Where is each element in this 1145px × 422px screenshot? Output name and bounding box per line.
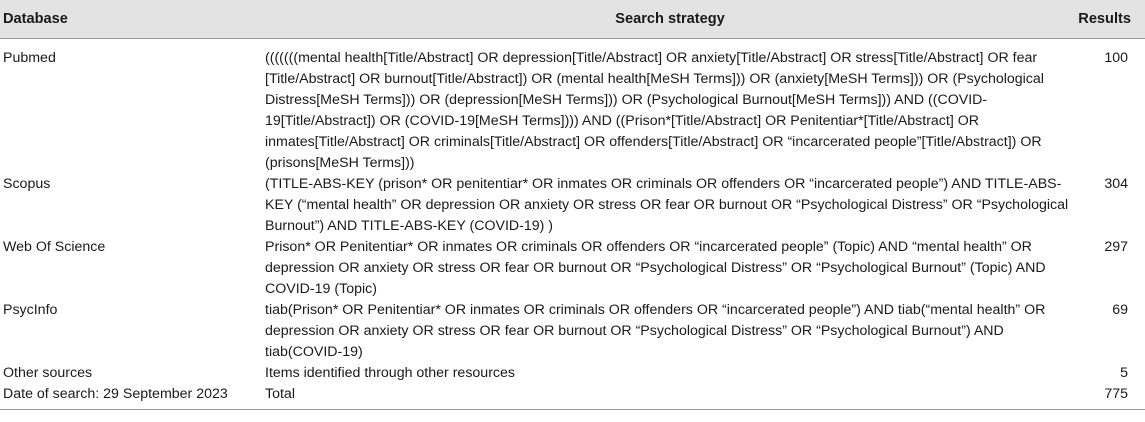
database-cell: Pubmed (3, 50, 56, 66)
database-cell: Web Of Science (3, 239, 106, 255)
table-row (0, 363, 1145, 384)
results-cell: 304 (1104, 176, 1128, 192)
strategy-cell: (TITLE-ABS-KEY (prison* OR penitentiar* OR inmates OR criminals OR offenders OR “incarcerated people”) AND TITLE-ABS-KEY (“mental health” OR depression OR anxiety OR stress OR fear OR burnout OR “Psychological Distress” OR “Psychological Burnout”) AND TITLE-ABS-KEY (COVID-19) ) (265, 176, 1069, 234)
total-results-cell: 775 (1075, 384, 1145, 410)
strategy-cell: Items identified through other resources (265, 365, 515, 381)
header-results: Results (1075, 0, 1145, 39)
database-cell: Scopus (3, 176, 51, 192)
results-cell: 100 (1104, 50, 1128, 66)
results-cell: 69 (1112, 302, 1128, 318)
strategy-cell: tiab(Prison* OR Penitentiar* OR inmates OR criminals OR offenders OR “incarcerated people”) AND tiab(“mental health” OR depression OR anxiety OR stress OR fear OR burnout OR “Psychological Distress” OR “Psychological Burnout”) AND tiab(COVID-19) (265, 302, 1046, 360)
search-date-cell: Date of search: 29 September 2023 (0, 384, 265, 410)
results-cell: 297 (1104, 239, 1128, 255)
strategy-cell: (((((((mental health[Title/Abstract] OR depression[Title/Abstract] OR anxiety[Title/Abstract] OR stress[Title/Abstract] OR fear [Title/Abstract] OR burnout[Title/Abstract]) OR (mental health[MeSH Terms])) OR (anxiety[MeSH Terms])) OR (Psychological Distress[MeSH Terms])) OR (depression[MeSH Terms])) OR (Psychological Burnout[MeSH Terms])) AND ((COVID-19[Title/Abstract]) OR (COVID-19[MeSH Terms]))) AND ((Prison*[Title/Abstract] OR Penitentiar*[Title/Abstract] OR inmates[Title/Abstract] OR criminals[Title/Abstract] OR offenders[Title/Abstract] OR “incarcerated people”[Title/Abstract]) OR (prisons[MeSH Terms])) (265, 50, 1044, 171)
database-cell: Other sources (3, 365, 93, 381)
strategy-cell: Prison* OR Penitentiar* OR inmates OR criminals OR offenders OR “incarcerated people” (Topic) AND “mental health” OR depression OR anxiety OR stress OR fear OR burnout OR “Psychological Distress” OR “Psychological Burnout” (Topic) AND COVID-19 (Topic) (265, 239, 1046, 297)
table-row (0, 300, 1145, 363)
table-row (0, 39, 1145, 175)
table-header-row (0, 0, 1145, 39)
database-cell: PsycInfo (3, 302, 58, 318)
results-cell: 5 (1120, 365, 1128, 381)
table-row (0, 237, 1145, 300)
header-database: Database (0, 0, 265, 39)
table-row (0, 174, 1145, 237)
total-label-cell: Total (265, 384, 1075, 410)
table-row-total (0, 384, 1145, 410)
header-search-strategy: Search strategy (265, 0, 1075, 39)
